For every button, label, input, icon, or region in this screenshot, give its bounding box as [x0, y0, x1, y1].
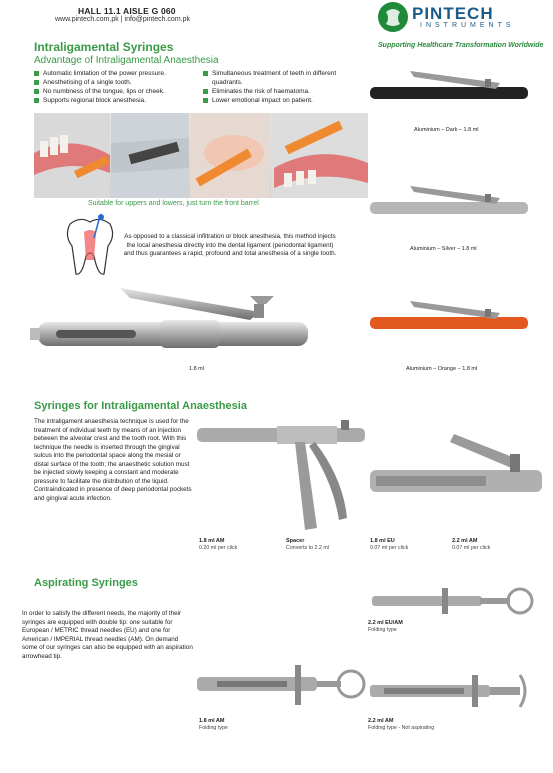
advantage-list-left [34, 69, 199, 105]
label-1-8-am-sub: 0.20 ml per click [199, 545, 238, 551]
variant-label-orange: Aluminium – Orange – 1.8 ml [406, 366, 478, 372]
list-item: Automatic limitation of the power pressure. [34, 69, 199, 78]
syringe-variant-dark [370, 65, 530, 115]
aspirating-syringe-1-8-am [197, 655, 367, 715]
pistol-syringe [197, 418, 367, 533]
aspirating-syringe-2-2-am [370, 665, 535, 715]
label-2-2-eu-am-sub: Folding type [368, 627, 397, 633]
hall-location: HALL 11.1 AISLE G 060 [78, 6, 176, 16]
label-2-2-eu-am: 2.2 ml EU/AM [368, 620, 403, 626]
label-asp-2-2-am: 2.2 ml AM [368, 718, 394, 724]
section-title-aspirating: Aspirating Syringes [34, 577, 138, 589]
list-item: Simultaneous treatment of teeth in different quadrants. [203, 69, 363, 87]
section3-text: In order to satisfy the different needs, the majority of their syringes are equipped with double tip: one suitable for European / METRIC thread needles (EU) and one for American / IMPERIAL thread needles (AM). On demand some of our syringes can also be equipped with an aspiration arrowhead tip. [22, 610, 193, 660]
aspirating-syringe-eu-am [372, 580, 537, 620]
brand-tagline: Supporting Healthcare Transformation Worldwide [378, 42, 544, 49]
section-title-intraligamental: Intraligamental Syringes [34, 40, 174, 54]
label-2-2-am: 2.2 ml AM [452, 538, 478, 544]
lever-syringe [370, 430, 545, 510]
label-asp-1-8-am-sub: Folding type [199, 725, 228, 731]
list-item: Eliminates the risk of haematoma. [203, 87, 363, 96]
globe-icon [378, 2, 408, 32]
section-subtitle-advantage: Advantage of Intraligamental Anaesthesia [34, 55, 219, 66]
list-item: Anesthetising of a single tooth. [34, 78, 199, 87]
section2-text: The intraligament anaesthesia technique is used for the treatment of individual teeth by means of an injection between the alveolar crest and the tooth root. With this technique the needle is inserted through the gingival sulcus into the periodontal space along the mesial or distal surface of the tooth; the anaesthetic solution must be injected slowly keeping a constant and moderate pressure to facilitate the distribution of the liquid. Contraindicated in presence of deep periodontal pockets and gingival acute infection. [34, 418, 192, 502]
label-1-8-am: 1.8 ml AM [199, 538, 225, 544]
label-1-8-eu-sub: 0.07 ml per click [370, 545, 409, 551]
usage-photo-strip [34, 113, 368, 198]
list-item: No numbness of the tongue, lips or cheek. [34, 87, 199, 96]
brand-sub: INSTRUMENTS [420, 22, 515, 29]
label-1-8-eu: 1.8 ml EU [370, 538, 395, 544]
photo-caption: Suitable for uppers and lowers, just turn the front barrel [88, 200, 259, 207]
tooth-diagram-icon [60, 216, 120, 278]
variant-label-silver: Aluminium – Silver – 1.8 ml [410, 246, 477, 252]
intraligamental-syringe-main [30, 270, 320, 370]
label-spacer-sub: Converts to 2.2 ml [286, 545, 329, 551]
syringe-variant-silver [370, 180, 530, 230]
main-syringe-label: 1.8 ml [189, 366, 204, 372]
section-title-syringes: Syringes for Intraligamental Anaesthesia [34, 400, 247, 412]
brand-name: PINTECH [412, 4, 494, 23]
advantage-list-right [203, 69, 363, 105]
label-asp-1-8-am: 1.8 ml AM [199, 718, 225, 724]
label-spacer: Spacer [286, 538, 305, 544]
label-asp-2-2-am-sub: Folding type - Not aspirating [368, 725, 435, 731]
intro-description: As opposed to a classical infiltration or block anesthesia, this method injects the local anesthesia directly into the dental ligament (periodontal ligament) and thus guarantees a rapid, profound and total anesthesia of a single tooth. [123, 233, 337, 257]
list-item: Lower emotional impact on patient. [203, 96, 363, 105]
list-item: Supports regional block anesthesia. [34, 96, 199, 105]
label-2-2-am-sub: 0.07 ml per click [452, 545, 491, 551]
contact-line: www.pintech.com.pk | info@pintech.com.pk [55, 16, 190, 23]
syringe-variant-orange [370, 295, 530, 345]
variant-label-dark: Aluminium – Dark – 1.8 ml [414, 127, 479, 133]
